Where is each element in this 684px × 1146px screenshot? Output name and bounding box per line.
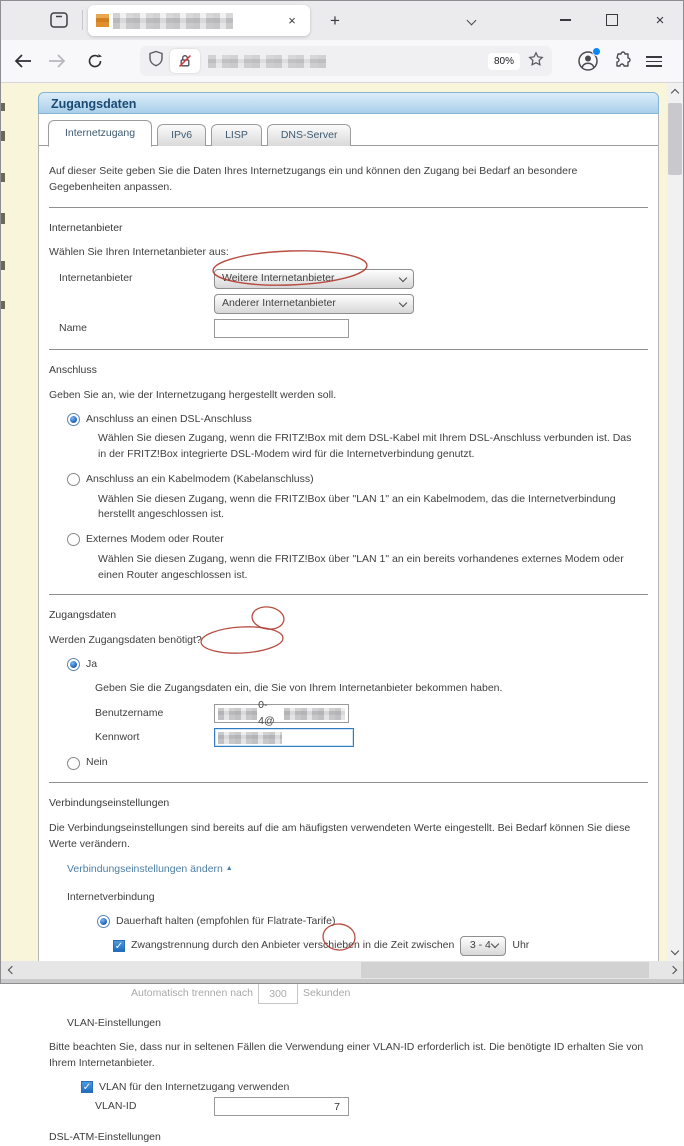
zwangstrennung-label: Zwangstrennung durch den Anbieter verschieben in die Zeit zwischen xyxy=(131,938,455,951)
benutzername-label: Benutzername xyxy=(95,706,164,719)
radio-kabelmodem[interactable] xyxy=(67,473,80,486)
sekunden-input[interactable] xyxy=(258,983,298,1004)
checkbox-row-zwangstrennung[interactable] xyxy=(113,936,648,956)
checkbox-row-vlan[interactable] xyxy=(81,1080,648,1096)
vlan-heading: VLAN-Einstellungen xyxy=(67,1017,161,1030)
tab-internetzugang[interactable]: Internetzugang xyxy=(48,120,152,147)
radio-row-ja[interactable] xyxy=(67,657,648,673)
radio-row-kabelmodem[interactable] xyxy=(67,472,648,488)
internetanbieter-prompt: Wählen Sie Ihren Internetanbieter aus: xyxy=(49,246,229,259)
divider xyxy=(49,594,648,595)
vlan-checkbox-label: VLAN für den Internetzugang verwenden xyxy=(99,1080,290,1093)
radio-kabelmodem-label: Anschluss an ein Kabelmodem (Kabelanschluss) xyxy=(86,472,314,485)
collapse-arrow-icon: ▲ xyxy=(225,865,233,873)
radio-dauerhaft-label: Dauerhaft halten (empfohlen für Flatrate-Tarife) xyxy=(116,914,336,927)
benutzername-visible-fragment: 0-4@ xyxy=(258,699,275,727)
divider xyxy=(49,207,648,208)
form-row-internetanbieter xyxy=(59,269,648,289)
internetanbieter-select-label: Internetanbieter xyxy=(59,272,133,285)
auto-trennen-suffix: Sekunden xyxy=(303,986,351,999)
auto-trennen-prefix: Automatisch trennen nach xyxy=(131,986,253,999)
cutoff-nav-fragment xyxy=(1,103,5,111)
form-row-name xyxy=(59,319,648,338)
radio-ja[interactable] xyxy=(67,658,80,671)
divider xyxy=(49,349,648,350)
chevron-down-icon xyxy=(399,298,407,306)
vlan-desc: Bitte beachten Sie, dass nur in seltenen Fällen die Verwendung einer VLAN-ID erforderlich ist. Die benötigte ID erhalten Sie von Ihrem Internetanbieter. xyxy=(49,1041,644,1069)
zeitfenster-select[interactable] xyxy=(460,936,506,956)
name-input[interactable] xyxy=(214,319,349,338)
zugangsdaten-hint: Geben Sie die Zugangsdaten ein, die Sie von Ihrem Internetanbieter bekommen haben. xyxy=(95,681,503,694)
radio-kabelmodem-desc: Wählen Sie diesen Zugang, wenn die FRITZ!Box über "LAN 1" an ein Kabelmodem, das die Internetverbindung herstellt angeschlossen ist. xyxy=(98,492,616,521)
firefox-view-icon[interactable] xyxy=(48,10,70,30)
horizontal-scrollbar[interactable] xyxy=(1,961,683,979)
page-viewport xyxy=(1,83,667,1144)
form-row-vlan-id xyxy=(95,1097,648,1116)
benutzername-input[interactable] xyxy=(214,699,349,727)
form-row-kennwort xyxy=(95,728,648,747)
window-maximize-button[interactable] xyxy=(592,0,632,40)
scroll-up-button[interactable] xyxy=(667,83,683,100)
divider xyxy=(49,782,648,783)
insecure-lock-icon[interactable] xyxy=(170,49,200,73)
provider-select-1[interactable] xyxy=(214,269,414,289)
tab-dns-server[interactable]: DNS-Server xyxy=(267,124,352,146)
chevron-down-icon xyxy=(491,940,499,948)
vertical-scrollbar[interactable] xyxy=(667,83,683,961)
new-tab-button[interactable]: + xyxy=(330,11,340,30)
verbindung-desc: Die Verbindungseinstellungen sind bereits auf die am häufigsten verwendeten Werte eingestellt. Bei Bedarf können Sie diese Werte verändern. xyxy=(49,821,631,850)
auto-trennen-row xyxy=(131,983,648,1004)
vertical-scroll-thumb[interactable] xyxy=(668,103,682,175)
url-text-redacted xyxy=(208,55,326,68)
kennwort-input[interactable] xyxy=(214,728,354,747)
radio-externes-modem-label: Externes Modem oder Router xyxy=(86,533,224,545)
radio-row-externes-modem[interactable] xyxy=(67,532,648,548)
anschluss-prompt: Geben Sie an, wie der Internetzugang hergestellt werden soll. xyxy=(49,388,337,401)
intro-text: Auf dieser Seite geben Sie die Daten Ihres Internetzugangs ein und können den Zugang bei Bedarf an besondere Gegebenheiten anpassen. xyxy=(49,165,578,193)
cutoff-nav-fragment xyxy=(1,173,5,182)
zwangstrennung-checkbox[interactable]: ✓ xyxy=(114,940,124,952)
account-icon[interactable] xyxy=(576,49,600,73)
radio-row-dauerhaft[interactable] xyxy=(97,914,648,930)
section-zugangsdaten: Zugangsdaten xyxy=(49,609,117,622)
scroll-left-button[interactable] xyxy=(1,961,19,979)
vlan-id-input[interactable] xyxy=(214,1097,349,1116)
zugangsdaten-panel xyxy=(38,92,659,1144)
provider-select-1-value: Weitere Internetanbieter xyxy=(222,272,335,285)
internetverbindung-heading: Internetverbindung xyxy=(67,891,155,903)
verbindung-toggle-link-label: Verbindungseinstellungen ändern xyxy=(67,863,223,876)
account-notification-dot xyxy=(592,47,601,56)
radio-row-nein[interactable] xyxy=(67,755,648,771)
window-bottom-edge xyxy=(0,979,684,984)
section-verbindungseinstellungen: Verbindungseinstellungen xyxy=(49,797,170,809)
cutoff-nav-fragment xyxy=(1,261,5,270)
name-label: Name xyxy=(59,321,88,334)
vlan-checkbox[interactable]: ✓ xyxy=(82,1082,92,1094)
back-button[interactable] xyxy=(10,48,36,74)
tab-close-icon[interactable]: × xyxy=(288,13,296,28)
cutoff-nav-fragment xyxy=(1,131,5,141)
verbindung-toggle-link[interactable] xyxy=(67,862,648,878)
zugangsdaten-prompt: Werden Zugangsdaten benötigt? xyxy=(49,634,202,646)
radio-dauerhaft[interactable] xyxy=(97,915,110,928)
browser-tab-bar xyxy=(0,0,684,40)
tracking-shield-icon[interactable] xyxy=(148,50,164,72)
vlan-id-label: VLAN-ID xyxy=(95,1099,137,1112)
uhr-label: Uhr xyxy=(512,938,530,951)
tab-separator xyxy=(82,10,83,30)
fritz-tabstrip xyxy=(39,114,658,146)
forward-button[interactable] xyxy=(44,48,70,74)
section-anschluss: Anschluss xyxy=(49,364,97,376)
cutoff-nav-fragment xyxy=(1,301,5,309)
list-all-tabs-icon[interactable] xyxy=(468,14,475,32)
browser-nav-toolbar xyxy=(0,40,684,83)
scroll-down-button[interactable] xyxy=(667,944,683,961)
kennwort-label: Kennwort xyxy=(95,730,140,743)
radio-nein-label: Nein xyxy=(86,756,108,769)
form-row-benutzername xyxy=(95,699,648,727)
radio-dsl-label: Anschluss an einen DSL-Anschluss xyxy=(86,412,252,425)
url-bar[interactable] xyxy=(140,46,552,76)
tab-lisp[interactable]: LISP xyxy=(211,124,262,146)
active-tab[interactable] xyxy=(88,5,310,36)
cutoff-nav-fragment xyxy=(1,213,5,224)
tab-title-redacted xyxy=(113,13,233,29)
menu-hamburger-icon[interactable] xyxy=(646,53,662,70)
window-close-button[interactable]: × xyxy=(655,11,665,29)
provider-select-2-value: Anderer Internetanbieter xyxy=(222,297,336,310)
zoom-level-badge[interactable]: 80% xyxy=(488,53,520,70)
tab-ipv6[interactable]: IPv6 xyxy=(157,124,206,146)
section-internetanbieter: Internetanbieter xyxy=(49,221,123,234)
bookmark-star-icon[interactable] xyxy=(528,51,544,72)
window-minimize-button[interactable] xyxy=(545,0,585,40)
chevron-down-icon xyxy=(399,273,407,281)
horizontal-scroll-thumb[interactable] xyxy=(361,962,649,978)
extensions-icon[interactable] xyxy=(612,51,632,76)
section-dsl-atm: DSL-ATM-Einstellungen xyxy=(49,1131,161,1144)
radio-dsl[interactable] xyxy=(67,413,80,426)
page-title: Zugangsdaten xyxy=(38,92,659,114)
radio-externes-modem[interactable] xyxy=(67,533,80,546)
radio-externes-modem-desc: Wählen Sie diesen Zugang, wenn die FRITZ!Box über "LAN 1" an ein bereits vorhandenes externes Modem oder einen Router angeschlossen ist. xyxy=(98,552,624,581)
radio-nein[interactable] xyxy=(67,757,80,770)
provider-select-2[interactable] xyxy=(214,294,414,314)
radio-ja-label: Ja xyxy=(86,657,98,670)
kennwort-redacted xyxy=(218,732,282,744)
benutzername-redacted-right xyxy=(284,708,345,720)
radio-dsl-desc: Wählen Sie diesen Zugang, wenn die FRITZ!Box mit dem DSL-Kabel mit Ihrem DSL-Anschluss verbunden ist. Das in der FRITZ!Box integrierte DSL-Modem wird für die Internetverbindung genutzt. xyxy=(98,432,632,460)
zeitfenster-select-value: 3 - 4 xyxy=(469,938,491,951)
reload-button[interactable] xyxy=(82,48,108,74)
form-row-anderer-anbieter xyxy=(59,294,648,314)
scroll-right-button[interactable] xyxy=(665,961,683,979)
radio-row-dsl[interactable] xyxy=(67,412,648,428)
benutzername-redacted-left xyxy=(218,708,257,720)
tab-favicon-redacted xyxy=(96,14,109,27)
